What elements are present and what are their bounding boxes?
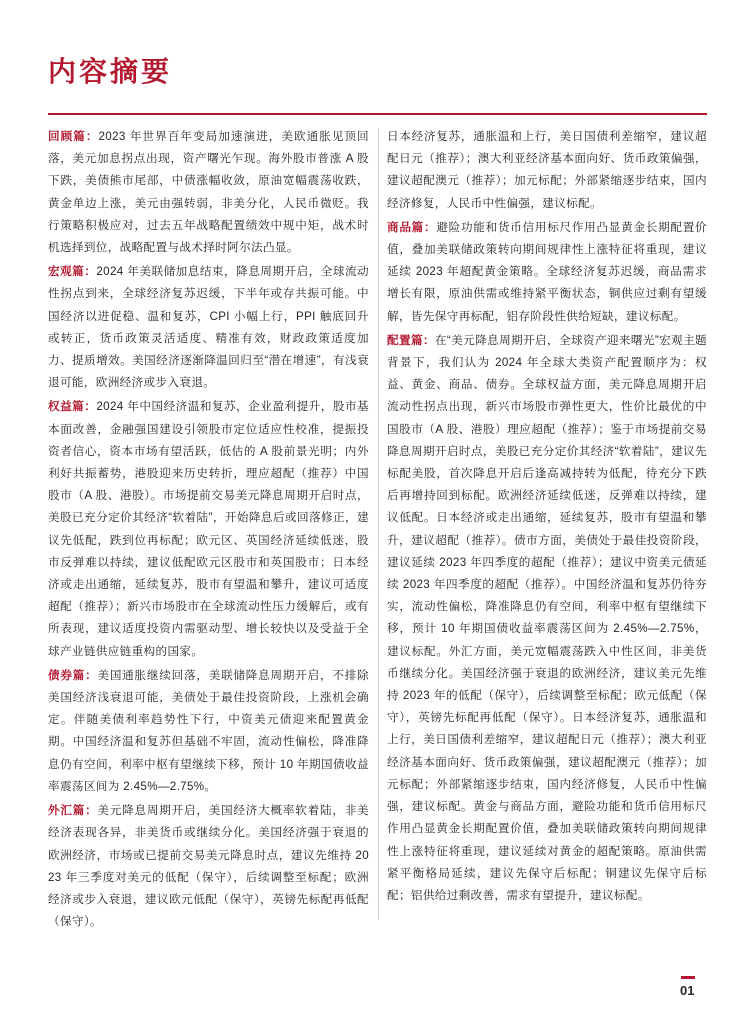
section-label: 商品篇： xyxy=(387,220,437,234)
summary-paragraph xyxy=(48,261,369,394)
left-column xyxy=(48,126,369,935)
summary-paragraph xyxy=(48,800,369,933)
summary-paragraph xyxy=(387,126,707,215)
summary-paragraph xyxy=(48,126,369,259)
right-column xyxy=(387,126,707,909)
summary-paragraph xyxy=(48,665,369,798)
section-text: 美元降息周期开启，美国经济大概率软着陆，非美经济表现各异，非美货币或继续分化。美国经济强于衰退的欧洲经济，市场或已提前交易美元降息时点，建议先维持 2023 年三季度对美元的低配（保守），后续调整至标配；欧洲经济或步入衰退，建议欧元低配（保守），英镑先标配再低配（保守）。 xyxy=(48,804,369,929)
page-number-accent xyxy=(681,976,695,979)
section-text: 2023 年世界百年变局加速演进，美欧通胀见顶回落，美元加息拐点出现，资产曙光乍现。海外股市普涨 A 股下跌，美债熊市尾部，中债涨幅收敛，原油宽幅震荡收跌，黄金单边上涨，美元由强转弱，非美分化，人民币微贬。我行策略积极应对，过去五年战略配置绩效中规中矩，战术时机选择到位，战略配置与战术择时阿尔法凸显。 xyxy=(48,130,369,255)
section-label: 权益篇： xyxy=(48,400,97,414)
section-text: 避险功能和货币信用标尺作用凸显黄金长期配置价值，叠加美联储政策转向期间规律性上涨特征将重现，建议延续 2023 年超配黄金策略。全球经济复苏迟缓，商品需求增长有限，原油供需或维持紧平衡状态，铜供应过剩有望缓解，皆先保守再标配，铝存阶段性供给短缺，建议标配。 xyxy=(387,220,708,323)
column-divider xyxy=(378,128,379,920)
section-text: 2024 年中国经济温和复苏，企业盈利提升，股市基本面改善，金融强国建设引领股市定位适应性校准，提振投资者信心，资本市场有望活跃，低估的 A 股前景光明；内外利好共振蓄势，港股迎来历史转折，理应超配（推荐）中国股市（A 股、港股）。市场提前交易美元降息周期开启时点，美股已充分定价其经济“软着陆”，开始降息后或回落修正，建议先低配，跌到位再标配；欧元区、英国经济延续低迷，股市反弹难以持续，建议低配欧元区股市和英国股市；日本经济或走出通缩，延续复苏，股市有望温和攀升，建议可适度超配（推荐）；新兴市场股市在全球流动性压力缓解后，或有所表现，建议适度投资内需驱动型、增长较快以及受益于全球产业链供应链重构的国家。 xyxy=(48,400,369,658)
summary-paragraph xyxy=(48,396,369,662)
page-title: 内容摘要 xyxy=(48,56,173,87)
title-rule xyxy=(48,113,707,115)
section-label: 配置篇： xyxy=(387,333,435,347)
section-text: 日本经济复苏，通胀温和上行，美日国债利差缩窄，建议超配日元（推荐）；澳大利亚经济基本面向好、货币政策偏强，建议超配澳元（推荐）；加元标配；外部紧缩逐步结束，国内经济修复，人民币中性偏强，建议标配。 xyxy=(387,130,707,210)
section-label: 回顾篇： xyxy=(48,130,99,143)
section-text: 美国通胀继续回落，美联储降息周期开启，不排除美国经济浅衰退可能，美债处于最佳投资阶段，上涨机会确定。伴随美债利率趋势性下行，中资美元债迎来配置黄金期。中国经济温和复苏但基础不牢固，流动性偏松，降准降息仍有空间，利率中枢有望继续下移，预计 10 年期国债收益率震荡区间为 2.45%—2.75%。 xyxy=(48,668,369,793)
summary-paragraph xyxy=(387,330,707,907)
section-text: 在“美元降息周期开启，全球资产迎来曙光”宏观主题背景下，我们认为 2024 年全球大类资产配置顺序为：权益、黄金、商品、债券。全球权益方面，美元降息周期开启流动性拐点出现，新兴市场股市弹性更大，性价比最优的中国股市（A 股、港股）理应超配（推荐）；鉴于市场提前交易降息周期开启时点，美股已充分定价其经济“软着陆”，建议先标配美股，首次降息开启后逢高减持转为低配，待充分下跌后再增持回到标配。欧洲经济延续低迷，反弹难以持续，建议低配。日本经济或走出通缩，延续复苏，股市有望温和攀升，建议超配（推荐）。债市方面，美债处于最佳投资阶段，建议延续 2023 年四季度的超配（推荐）；建议中资美元债延续 2023 年四季度的超配（推荐）。中国经济温和复苏仍待夯实，流动性偏松，降准降息仍有空间，利率中枢有望继续下移，预计 10 年期国债收益率震荡区间为 2.45%—2.75%，建议标配。外汇方面，美元宽幅震荡跌入中性区间，非美货币继续分化。美国经济强于衰退的欧洲经济，建议美元先维持 2023 年的低配（保守），后续调整至标配；欧元低配（保守），英镑先标配再低配（保守）。日本经济复苏，通胀温和上行，美日国债利差缩窄，建议超配日元（推荐）；澳大利亚经济基本面向好、货币政策偏强，建议超配澳元（推荐）；加元标配；外部紧缩逐步结束，国内经济修复，人民币中性偏强，建议标配。黄金与商品方面，避险功能和货币信用标尺作用凸显黄金长期配置价值，叠加美联储政策转向期间规律性上涨特征将重现，建议延续对黄金的超配策略。原油供需紧平衡格局延续，建议先保守后标配；铜建议先保守后标配；铝供给过剩改善，需求有望提升，建议标配。 xyxy=(387,333,708,902)
section-text: 2024 年美联储加息结束，降息周期开启，全球流动性拐点到来，全球经济复苏迟缓，下半年或存共振可能。中国经济以进促稳、温和复苏，CPI 小幅上行，PPI 触底回升或转正，货币政策灵活适度、精准有效，财政政策适度加力、提质增效。美国经济逐渐降温回归至“潜在增速”，有浅衰退可能，欧洲经济或步入衰退。 xyxy=(48,265,369,390)
section-label: 债券篇： xyxy=(48,668,98,682)
section-label: 外汇篇： xyxy=(48,804,98,818)
page-number: 01 xyxy=(680,983,695,998)
section-label: 宏观篇： xyxy=(48,265,97,279)
summary-paragraph xyxy=(387,217,707,328)
